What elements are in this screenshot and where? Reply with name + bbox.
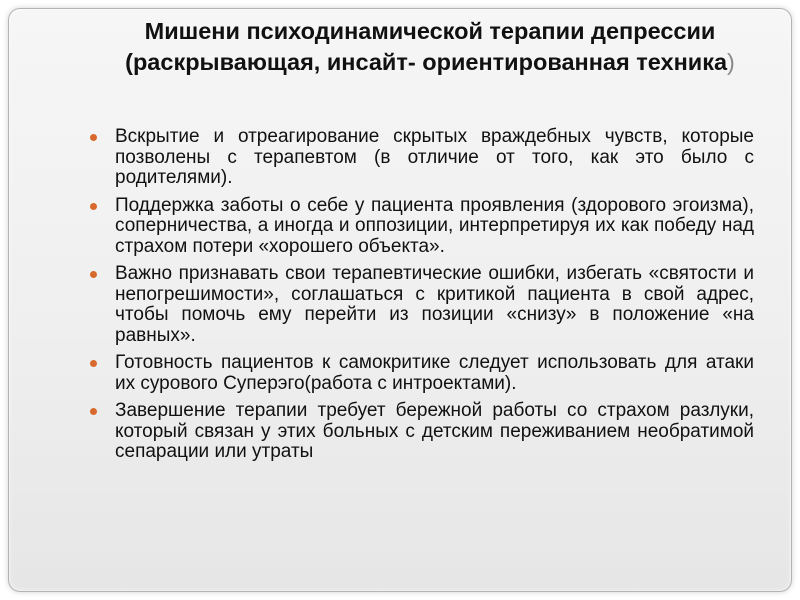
bullet-item <box>90 196 754 258</box>
bullet-dot-icon <box>90 360 97 367</box>
bullet-dot-icon <box>90 271 97 278</box>
bullet-dot-icon <box>90 203 97 210</box>
bullet-text: Готовность пациентов к самокритике следует использовать для атаки их сурового Суперэго(работа с интроектами). <box>115 352 754 394</box>
bullet-text: Поддержка заботы о себе у пациента проявления (здорового эгоизма), соперничества, а иногда и оппозиции, интерпретируя их как победу над страхом потери «хорошего объекта». <box>115 194 754 257</box>
bullet-item <box>90 127 754 189</box>
bullet-text: Завершение терапии требует бережной работы со страхом разлуки, который связан у этих больных с детским переживанием необратимой сепарации или утраты <box>115 400 754 462</box>
bullet-text: Важно признавать свои терапевтические ошибки, избегать «святости и непогрешимости», соглашаться с критикой пациента в свой адрес, чтобы помочь ему перейти из позиции «снизу» в положение «на равных». <box>115 263 754 346</box>
slide-title-close-paren: ) <box>727 49 735 75</box>
bullet-text: Вскрытие и отреагирование скрытых враждебных чувств, которые позволены с терапевтом (в отличие от того, как это было с родителями). <box>115 126 754 188</box>
bullet-dot-icon <box>90 408 97 415</box>
slide-title <box>60 16 800 78</box>
bullet-dot-icon <box>90 134 97 141</box>
bullet-item <box>90 401 754 463</box>
bullet-item <box>90 353 754 394</box>
bullet-list <box>90 127 754 470</box>
bullet-item <box>90 264 754 346</box>
slide-title-text: Мишени психодинамической терапии депрессии (раскрывающая, инсайт- ориентированная техника <box>125 18 728 75</box>
